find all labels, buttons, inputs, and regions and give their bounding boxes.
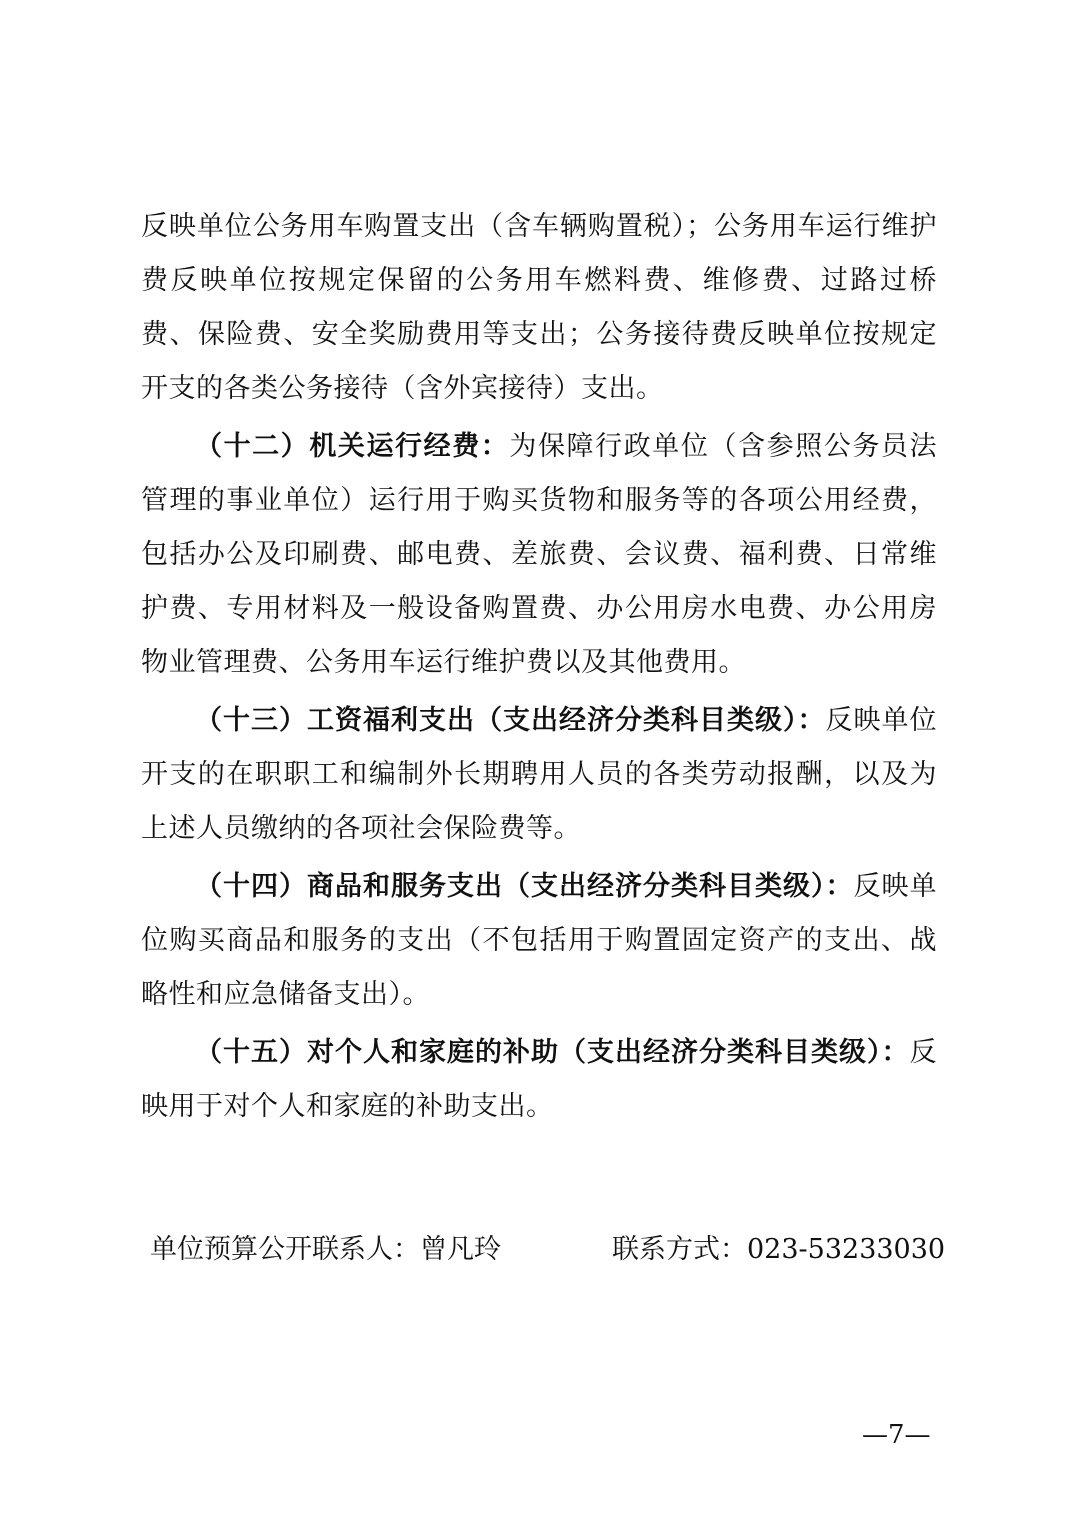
paragraph-heading: （十三）工资福利支出（支出经济分类科目类级）： [195, 705, 826, 736]
paragraph-text: 为保障行政单位（含参照公务员法管理的事业单位）运行用于购买货物和服务等的各项公用经费，包括办公及印刷费、邮电费、差旅费、会议费、福利费、日常维护费、专用材料及一般设备购置费、办公用房水电费、办公用房物业管理费、公务用车运行维护费以及其他费用。 [141, 431, 938, 678]
paragraph-text: 反映单位公务用车购置支出（含车辆购置税）；公务用车运行维护费反映单位按规定保留的公务用车燃料费、维修费、过路过桥费、保险费、安全奖励费用等支出；公务接待费反映单位按规定开支的各类公务接待（含外宾接待）支出。 [141, 211, 937, 404]
paragraph-heading: （十五）对个人和家庭的补助（支出经济分类科目类级）： [195, 1037, 910, 1068]
paragraph-text: 反映用于对个人和家庭的补助支出。 [141, 1037, 937, 1122]
body-text [141, 200, 937, 1138]
paragraph-text: 反映单位购买商品和服务的支出（不包括用于购置固定资产的支出、战略性和应急储备支出）。 [141, 871, 937, 1010]
paragraph-continuation [141, 200, 937, 416]
paragraph-wage-welfare [141, 694, 937, 856]
paragraph-text: 反映单位开支的在职职工和编制外长期聘用人员的各类劳动报酬，以及为上述人员缴纳的各项社会保险费等。 [141, 705, 937, 844]
contact-person: 单位预算公开联系人：曾凡玲 [150, 1234, 501, 1265]
paragraph-heading: （十二）机关运行经费： [195, 431, 510, 462]
contact-phone: 联系方式：023-53233030 [612, 1234, 946, 1265]
paragraph-heading: （十四）商品和服务支出（支出经济分类科目类级）： [195, 871, 854, 902]
page-number: —7— [862, 1420, 931, 1450]
paragraph-household-subsidy [141, 1026, 937, 1134]
paragraph-organ-operating-expenses [141, 420, 937, 690]
paragraph-goods-services [141, 860, 937, 1022]
